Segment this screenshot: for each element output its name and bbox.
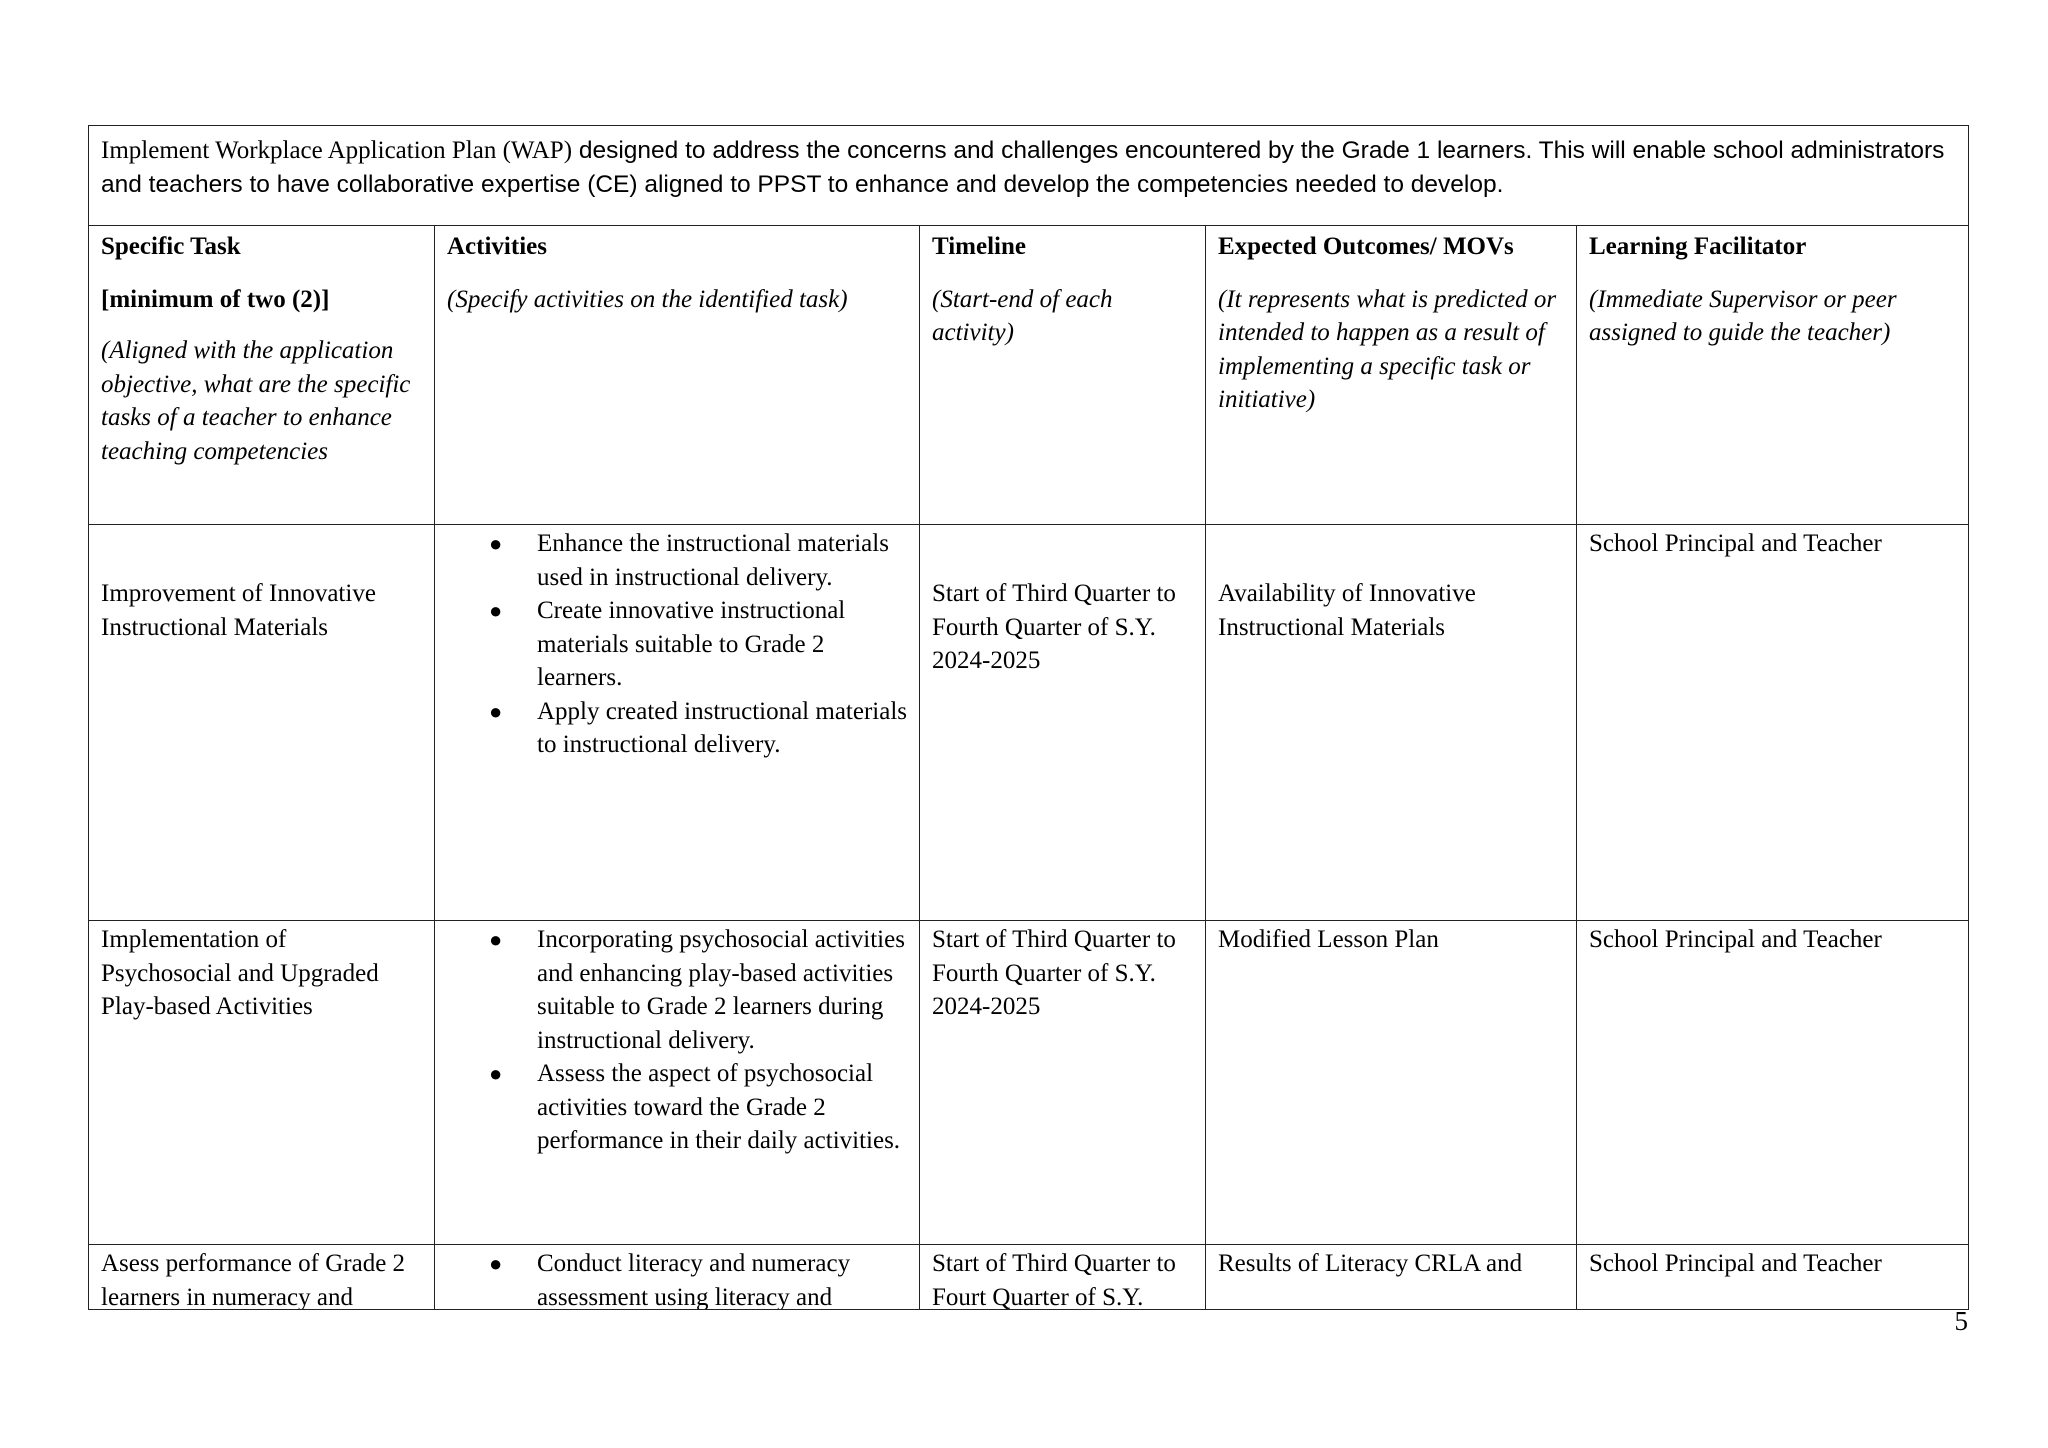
bullet-icon: ● <box>489 698 503 724</box>
timeline-cell <box>920 525 1206 921</box>
facilitator-text: School Principal and Teacher <box>1589 926 1882 953</box>
timeline-cell <box>920 1245 1206 1310</box>
outcome-cell <box>1206 525 1577 921</box>
activity-text: Enhance the instructional materials used in instructional delivery. <box>537 530 889 591</box>
intro-serif-text: Implement Workplace Application Plan (WAP) <box>101 137 573 164</box>
activity-text: Incorporating psychosocial activities and enhancing play-based activities suitable to Grade 2 learners during instructional delivery. <box>537 926 905 1054</box>
table-row <box>89 525 1969 921</box>
facilitator-text: School Principal and Teacher <box>1589 530 1882 557</box>
header-specific-task-subtitle: [minimum of two (2)] <box>101 285 330 313</box>
header-timeline-title: Timeline <box>932 233 1026 260</box>
bullet-icon: ● <box>489 531 503 556</box>
intro-sans-text: designed to address the concerns and challenges encountered by the Grade 1 learners. This will enable school administrators and teachers to have collaborative expertise (CE) aligned to PPST to enhance and develop the competencies needed to develop. <box>101 137 1945 198</box>
activities-list <box>447 527 907 762</box>
timeline-text: Start of Third Quarter to Fourt Quarter of S.Y. <box>932 1250 1176 1309</box>
task-cell <box>89 525 435 921</box>
header-facilitator <box>1577 226 1969 525</box>
header-specific-task-description: (Aligned with the application objective, what are the specific tasks of a teacher to enhance teaching competencies <box>101 337 411 465</box>
table-row <box>89 1245 1969 1310</box>
outcome-cell <box>1206 1245 1577 1310</box>
timeline-text: Start of Third Quarter to Fourth Quarter of S.Y. 2024-2025 <box>932 580 1176 674</box>
header-facilitator-title: Learning Facilitator <box>1589 233 1807 260</box>
header-outcomes <box>1206 226 1577 525</box>
task-text: Implementation of Psychosocial and Upgraded Play-based Activities <box>101 926 379 1020</box>
activity-text: Conduct literacy and numeracy assessment using literacy and <box>537 1250 851 1309</box>
activity-text: Apply created instructional materials to instructional delivery. <box>537 697 908 758</box>
outcome-text: Results of Literacy CRLA and <box>1218 1250 1523 1277</box>
page-number: 5 <box>1954 1306 1968 1336</box>
bullet-icon: ● <box>489 1251 503 1276</box>
facilitator-cell <box>1577 921 1969 1245</box>
outcome-cell <box>1206 921 1577 1245</box>
header-specific-task <box>89 226 435 525</box>
header-timeline-description: (Start-end of each activity) <box>932 285 1113 346</box>
activities-clip <box>447 1247 907 1309</box>
activities-list <box>447 923 907 1158</box>
activities-cell <box>435 921 920 1245</box>
wap-table <box>88 125 1969 1310</box>
header-timeline <box>920 226 1206 525</box>
timeline-cell <box>920 921 1206 1245</box>
facilitator-cell <box>1577 1245 1969 1310</box>
header-activities-description: (Specify activities on the identified task) <box>447 285 848 313</box>
activity-item <box>447 923 907 1057</box>
intro-row <box>89 126 1969 226</box>
header-facilitator-description: (Immediate Supervisor or peer assigned to guide the teacher) <box>1589 285 1897 346</box>
task-text: Asess performance of Grade 2 learners in numeracy and <box>101 1250 406 1309</box>
activities-cell <box>435 525 920 921</box>
task-text: Improvement of Innovative Instructional Materials <box>101 580 376 641</box>
activity-text: Assess the aspect of psychosocial activities toward the Grade 2 performance in their daily activities. <box>537 1060 901 1154</box>
timeline-text: Start of Third Quarter to Fourth Quarter of S.Y. 2024-2025 <box>932 926 1176 1020</box>
intro-cell <box>89 126 1969 226</box>
activity-text: Create innovative instructional materials suitable to Grade 2 learners. <box>537 597 846 691</box>
header-activities-title: Activities <box>447 233 547 260</box>
outcome-text: Modified Lesson Plan <box>1218 926 1439 953</box>
activity-item <box>447 527 907 594</box>
header-activities <box>435 226 920 525</box>
header-outcomes-title: Expected Outcomes/ MOVs <box>1218 233 1514 260</box>
activity-item <box>447 1247 907 1309</box>
task-cell <box>89 921 435 1245</box>
bullet-icon: ● <box>489 1061 503 1086</box>
activity-item <box>447 695 907 762</box>
table-row <box>89 921 1969 1245</box>
activities-cell <box>435 1245 920 1310</box>
activities-list <box>447 1247 907 1309</box>
activity-item <box>447 594 907 695</box>
bullet-icon: ● <box>489 598 503 623</box>
header-row <box>89 226 1969 525</box>
activity-item <box>447 1057 907 1158</box>
facilitator-text: School Principal and Teacher <box>1589 1250 1882 1277</box>
facilitator-cell <box>1577 525 1969 921</box>
outcome-text: Availability of Innovative Instructional Materials <box>1218 580 1476 641</box>
bullet-icon: ● <box>489 927 503 952</box>
task-cell <box>89 1245 435 1310</box>
header-outcomes-description: (It represents what is predicted or intended to happen as a result of implementing a specific task or initiative) <box>1218 285 1557 413</box>
header-specific-task-title: Specific Task <box>101 233 241 260</box>
